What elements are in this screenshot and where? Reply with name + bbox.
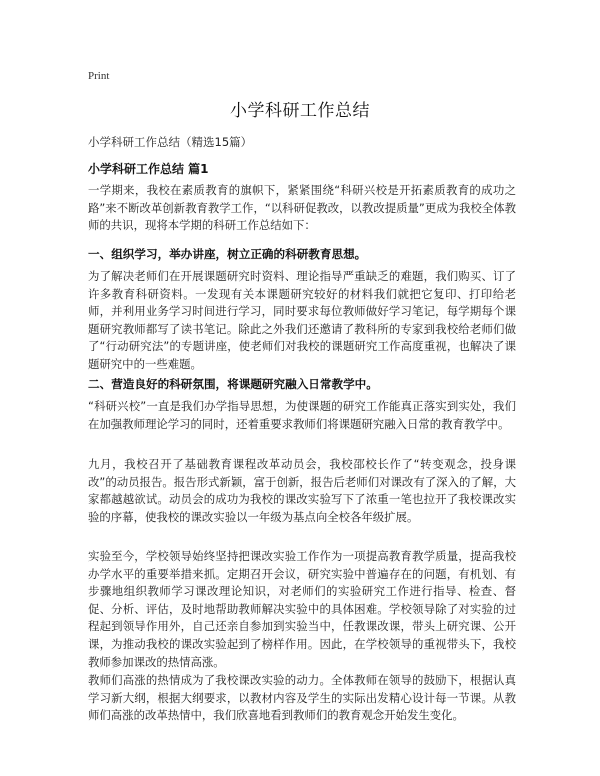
section-title: 小学科研工作总结 篇1 <box>88 162 209 176</box>
page-title: 小学科研工作总结 <box>230 101 370 121</box>
intro-paragraph: 一学期来，我校在素质教育的旗帜下，紧紧围绕“科研兴校是开拓素质教育的成功之路”来不断改革创新教育教学工作，“以科研促教改，以教改提质量”更成为我校全体教师的共识，现将本学期的科研工作总结如下： <box>88 183 516 233</box>
paragraph-teacher-enthusiasm: 教师们高涨的热情成为了我校课改实验的动力。全体教师在领导的鼓励下，根据认真学习新大纲，根据大纲要求，以教材内容及学生的实际出发精心设计每一节课。从教师们高涨的改革热情中，我们欣喜地看到教师们的教育观念开始发生变化。 <box>88 673 516 723</box>
heading-organize-study: 一、组织学习，举办讲座，树立正确的科研教育思想。 <box>88 247 367 261</box>
paragraph-research-motto: “科研兴校”一直是我们办学指导思想，为使课题的研究工作能真正落实到实处，我们在加强教师理论学习的同时，还着重要求教师们将课题研究融入日常的教育教学中。 <box>88 399 516 431</box>
paragraph-september: 九月，我校召开了基础教育课程改革动员会，我校邵校长作了“转变观念，投身课改”的动员报告。报告形式新颖，富于创新，报告后老师们对课改有了深入的了解，大家都越越欲试。动员会的成功为我校的课改实验写下了浓重一笔也拉开了我校课改实验的序幕，使我校的课改实验以一年级为基点向全校各年级扩展。 <box>88 457 516 524</box>
print-label: Print <box>88 70 110 82</box>
paragraph-study: 为了解决老师们在开展课题研究时资料、理论指导严重缺乏的难题，我们购买、订了许多教育科研资料。一发现有关本课题研究较好的材料我们就把它复印、打印给老师，并利用业务学习时间进行学习，同时要求每位教师做好学习笔记，每学期每个课题研究教师都写了读书笔记。除此之外我们还邀请了教科所的专家到我校给老师们做了“行动研究法”的专题讲座，使老师们对我校的课题研究工作高度重视，也解决了课题研究中的一些难题。 <box>88 269 516 371</box>
paragraph-experiment: 实验至今，学校领导始终坚持把课改实验工作作为一项提高教育教学质量，提高我校办学水平的重要举措来抓。定期召开会议，研究实验中普遍存在的问题，有机划、有步骤地组织教师学习课改理论知识，对老师们的实验研究工作进行指导、检查、督促、分析、评估，及时地帮助教师解决实验中的具体困难。学校领导除了对实验的过程起到领导作用外，自己还亲自参加到实验当中，任教课改课，带头上研究课、公开课，为推动我校的课改实验起到了榜样作用。因此，在学校领导的重视带头下，我校教师参加课改的热情高涨。 <box>88 549 516 669</box>
heading-research-atmosphere: 二、营造良好的科研氛围，将课题研究融入日常教学中。 <box>88 377 378 391</box>
document-subtitle: 小学科研工作总结（精选15篇） <box>88 135 253 149</box>
